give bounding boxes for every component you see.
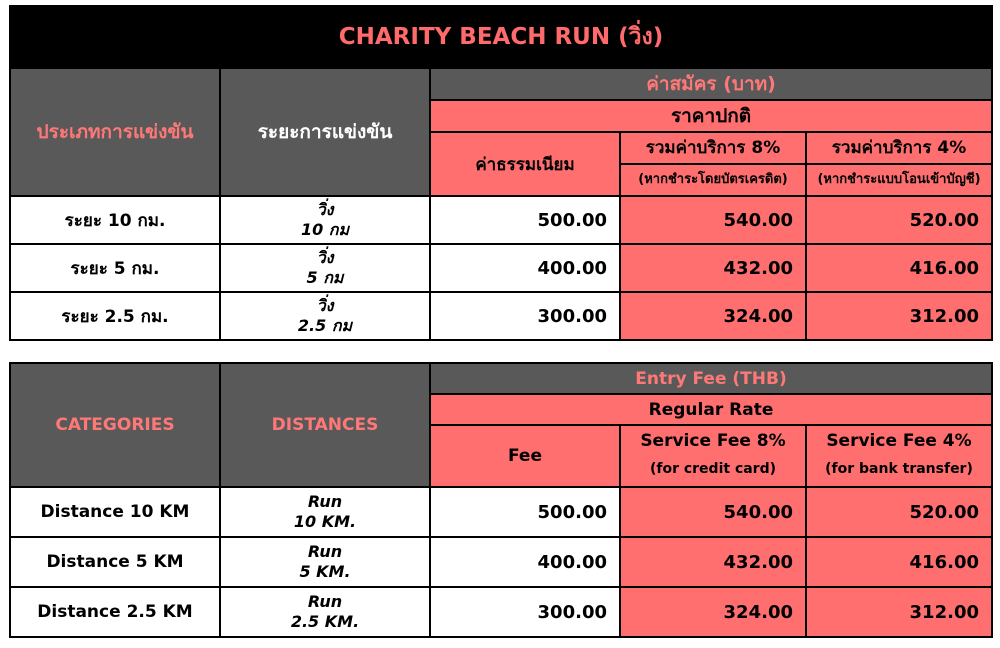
service4-header — [806, 425, 992, 487]
category-header: CATEGORIES — [10, 363, 220, 487]
distance-line-1: วิ่ง — [316, 200, 334, 219]
row-category: ระยะ 2.5 กม. — [10, 292, 220, 340]
row-service8: 540.00 — [620, 196, 806, 244]
row-service4: 520.00 — [806, 196, 992, 244]
row-service8: 324.00 — [620, 292, 806, 340]
distance-header: ระยะการแข่งขัน — [220, 68, 430, 196]
service8-label: รวมค่าบริการ 8% — [621, 133, 805, 165]
service4-label: Service Fee 4% — [826, 431, 972, 451]
distance-line-1: วิ่ง — [316, 296, 334, 315]
row-fee: 500.00 — [430, 196, 620, 244]
service8-label: Service Fee 8% — [640, 431, 786, 451]
distance-line-1: Run — [307, 492, 343, 511]
fee-header: ค่าธรรมเนียม — [430, 132, 620, 196]
row-distance — [220, 537, 430, 587]
service8-header — [620, 132, 806, 196]
service8-note: (for credit card) — [649, 461, 777, 477]
row-category: Distance 5 KM — [10, 537, 220, 587]
distance-line-1: วิ่ง — [316, 248, 334, 267]
row-category: ระยะ 5 กม. — [10, 244, 220, 292]
row-fee: 300.00 — [430, 587, 620, 637]
service4-header — [806, 132, 992, 196]
row-service8: 432.00 — [620, 537, 806, 587]
distance-line-2: 10 KM. — [293, 512, 357, 531]
table-row — [10, 587, 992, 637]
service4-note: (หากชำระแบบโอนเข้าบัญชี) — [817, 172, 981, 187]
table-row — [10, 196, 992, 244]
row-service4: 312.00 — [806, 292, 992, 340]
row-service4: 520.00 — [806, 487, 992, 537]
row-service4: 416.00 — [806, 244, 992, 292]
distance-line-2: 2.5 KM. — [290, 612, 360, 631]
distance-line-2: 5 กม — [306, 268, 344, 287]
row-distance — [220, 487, 430, 537]
regular-rate-header: ราคาปกติ — [430, 100, 992, 132]
row-distance — [220, 587, 430, 637]
entry-fee-header: Entry Fee (THB) — [430, 363, 992, 394]
row-category: ระยะ 10 กม. — [10, 196, 220, 244]
row-distance — [220, 196, 430, 244]
table-row — [10, 537, 992, 587]
service4-note: (for bank transfer) — [825, 461, 973, 477]
header-row-1 — [10, 68, 992, 100]
distance-line-1: Run — [307, 542, 343, 561]
fee-header: Fee — [430, 425, 620, 487]
event-title: CHARITY BEACH RUN (วิ่ง) — [10, 6, 992, 68]
category-header: ประเภทการแข่งขัน — [10, 68, 220, 196]
service8-header — [620, 425, 806, 487]
distance-line-2: 5 KM. — [299, 562, 351, 581]
row-service8: 432.00 — [620, 244, 806, 292]
header-row-1 — [10, 363, 992, 394]
row-fee: 500.00 — [430, 487, 620, 537]
row-service8: 540.00 — [620, 487, 806, 537]
row-fee: 300.00 — [430, 292, 620, 340]
row-fee: 400.00 — [430, 537, 620, 587]
table-row — [10, 244, 992, 292]
distance-header: DISTANCES — [220, 363, 430, 487]
thai-fee-table — [9, 5, 993, 341]
row-service4: 312.00 — [806, 587, 992, 637]
row-distance — [220, 244, 430, 292]
table-row — [10, 292, 992, 340]
row-category: Distance 10 KM — [10, 487, 220, 537]
english-fee-table — [9, 362, 993, 638]
row-fee: 400.00 — [430, 244, 620, 292]
row-service8: 324.00 — [620, 587, 806, 637]
entry-fee-header: ค่าสมัคร (บาท) — [430, 68, 992, 100]
row-distance — [220, 292, 430, 340]
service8-note: (หากชำระโดยบัตรเครดิต) — [638, 172, 788, 187]
regular-rate-header: Regular Rate — [430, 394, 992, 425]
title-row — [10, 6, 992, 68]
table-row — [10, 487, 992, 537]
distance-line-2: 10 กม — [300, 220, 350, 239]
distance-line-1: Run — [307, 592, 343, 611]
row-service4: 416.00 — [806, 537, 992, 587]
distance-line-2: 2.5 กม — [297, 316, 353, 335]
service4-label: รวมค่าบริการ 4% — [807, 133, 991, 165]
row-category: Distance 2.5 KM — [10, 587, 220, 637]
